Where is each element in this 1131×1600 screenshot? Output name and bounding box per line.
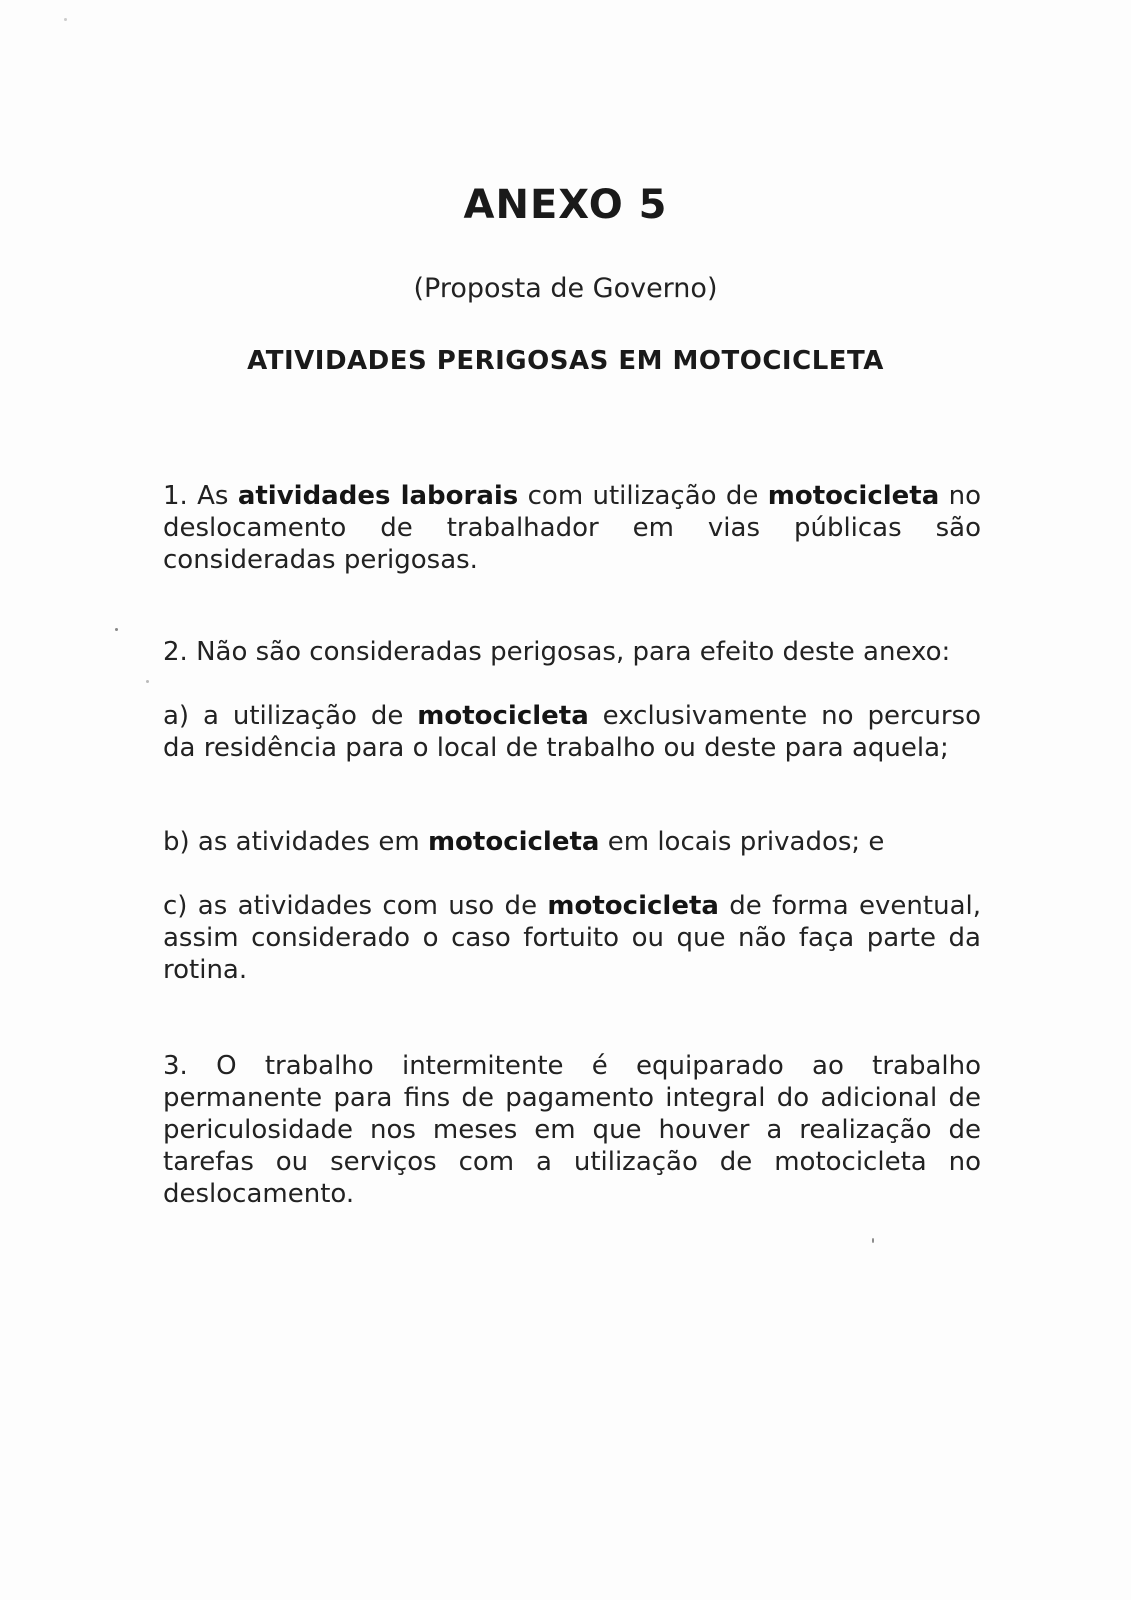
scan-speck	[115, 628, 118, 631]
item-2a-prefix: a) a utilização de	[163, 701, 418, 731]
item-2c-bold: motocicleta	[547, 891, 719, 921]
section-heading: ATIVIDADES PERIGOSAS EM MOTOCICLETA	[247, 346, 884, 376]
paragraph-item-1	[163, 480, 981, 576]
paragraph-item-2: 2. Não são consideradas perigosas, para efeito deste anexo:	[163, 637, 951, 667]
item-2b-bold: motocicleta	[427, 827, 600, 857]
item-1-bold-activities: atividades laborais	[237, 481, 519, 511]
scan-speck	[64, 18, 67, 21]
scan-speck	[146, 680, 149, 683]
item-2c-prefix: c) as atividades com uso de	[163, 891, 548, 921]
item-2b-prefix: b) as atividades em	[163, 827, 428, 857]
scan-speck	[872, 1238, 874, 1243]
annex-title: ANEXO 5	[463, 182, 668, 228]
item-1-suffix: no deslocamento de trabalhador em vias públicas são consideradas perigosas.	[163, 481, 981, 575]
annex-subtitle: (Proposta de Governo)	[413, 273, 718, 304]
item-1-bold-motorcycle: motocicleta	[767, 481, 940, 511]
item-2c-suffix: de forma eventual, assim considerado o caso fortuito ou que não faça parte da rotina.	[163, 891, 981, 985]
paragraph-item-2b	[163, 826, 981, 858]
paragraph-item-3: 3. O trabalho intermitente é equiparado ao trabalho permanente para fins de pagamento integral do adicional de periculosidade nos meses em que houver a realização de tarefas ou serviços com a utilização de motocicleta no deslocamento.	[163, 1051, 981, 1209]
paragraph-item-2a	[163, 700, 981, 764]
item-1-prefix: 1. As	[163, 481, 238, 511]
item-2a-suffix: exclusivamente no percurso da residência para o local de trabalho ou deste para aquela;	[163, 701, 981, 763]
paragraph-item-2c	[163, 890, 981, 986]
item-2b-suffix: em locais privados; e	[599, 827, 885, 857]
item-2a-bold: motocicleta	[417, 701, 589, 731]
item-1-middle: com utilização de	[518, 481, 768, 511]
